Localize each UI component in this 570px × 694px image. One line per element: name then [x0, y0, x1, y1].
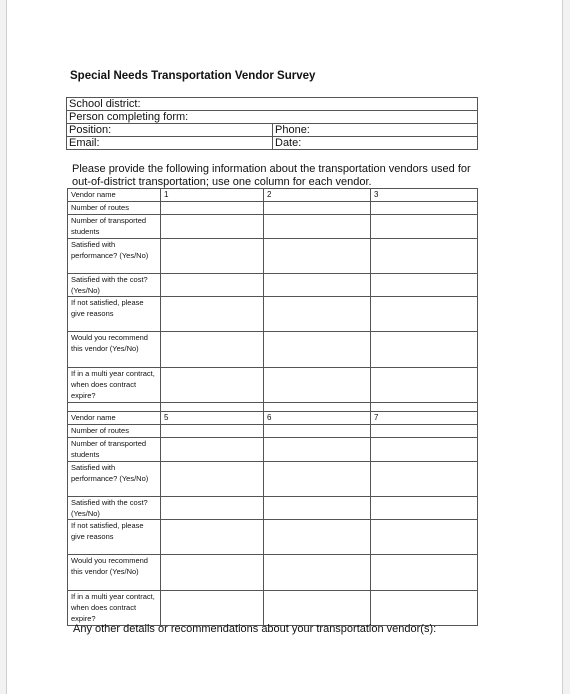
- table-cell[interactable]: [371, 215, 478, 239]
- row-label: If in a multi year contract, when does contract expire?: [68, 591, 161, 626]
- email-field[interactable]: Email:: [67, 137, 273, 150]
- table-cell[interactable]: [161, 274, 264, 297]
- table-cell[interactable]: [161, 368, 264, 403]
- table-cell[interactable]: [161, 555, 264, 591]
- row-label: Satisfied with the cost? (Yes/No): [68, 274, 161, 297]
- position-field[interactable]: Position:: [67, 124, 273, 137]
- table-cell[interactable]: [371, 239, 478, 274]
- row-label: Satisfied with performance? (Yes/No): [68, 462, 161, 497]
- table-cell[interactable]: [264, 555, 371, 591]
- table-cell[interactable]: [264, 297, 371, 332]
- row-label: If in a multi year contract, when does contract expire?: [68, 368, 161, 403]
- table-cell[interactable]: [264, 462, 371, 497]
- vendor-table-1: [67, 188, 478, 412]
- table-cell[interactable]: [371, 591, 478, 626]
- contact-info-table: [66, 97, 478, 150]
- vendor-column-header: 5: [161, 412, 264, 425]
- table-cell[interactable]: [161, 332, 264, 368]
- date-field[interactable]: Date:: [273, 137, 478, 150]
- table-cell[interactable]: [161, 462, 264, 497]
- table-cell[interactable]: [264, 215, 371, 239]
- table-cell[interactable]: [161, 520, 264, 555]
- table-cell[interactable]: [264, 368, 371, 403]
- table-cell[interactable]: [371, 438, 478, 462]
- table-cell[interactable]: [264, 497, 371, 520]
- table-cell[interactable]: [371, 425, 478, 438]
- table-cell[interactable]: [161, 497, 264, 520]
- table-cell[interactable]: [371, 555, 478, 591]
- vendor-name-label: Vendor name: [68, 412, 161, 425]
- row-label: Satisfied with the cost? (Yes/No): [68, 497, 161, 520]
- table-cell[interactable]: [161, 215, 264, 239]
- row-label: Would you recommend this vendor (Yes/No): [68, 332, 161, 368]
- additional-details-prompt: Any other details or recommendations about your transportation vendor(s):: [73, 623, 437, 635]
- table-cell[interactable]: [161, 202, 264, 215]
- vendor-column-header: 3: [371, 189, 478, 202]
- vendor-table-2: [67, 411, 478, 626]
- vendor-name-label: Vendor name: [68, 189, 161, 202]
- vendor-column-header: 6: [264, 412, 371, 425]
- document-title: Special Needs Transportation Vendor Survey: [70, 70, 316, 82]
- row-label: Number of transported students: [68, 438, 161, 462]
- person-completing-field[interactable]: Person completing form:: [67, 111, 478, 124]
- table-cell[interactable]: [264, 239, 371, 274]
- table-cell[interactable]: [371, 274, 478, 297]
- row-label: Satisfied with performance? (Yes/No): [68, 239, 161, 274]
- table-cell[interactable]: [161, 438, 264, 462]
- vendor-column-header: 2: [264, 189, 371, 202]
- row-label: If not satisfied, please give reasons: [68, 297, 161, 332]
- table-cell[interactable]: [371, 462, 478, 497]
- row-label: Number of transported students: [68, 215, 161, 239]
- table-cell[interactable]: [371, 202, 478, 215]
- table-cell[interactable]: [264, 438, 371, 462]
- table-cell[interactable]: [161, 591, 264, 626]
- vendor-column-header: 7: [371, 412, 478, 425]
- table-cell[interactable]: [161, 239, 264, 274]
- table-cell[interactable]: [371, 497, 478, 520]
- school-district-field[interactable]: School district:: [67, 98, 478, 111]
- table-cell[interactable]: [371, 332, 478, 368]
- row-label: Number of routes: [68, 425, 161, 438]
- table-cell[interactable]: [371, 297, 478, 332]
- table-cell[interactable]: [264, 274, 371, 297]
- table-cell[interactable]: [371, 368, 478, 403]
- table-cell[interactable]: [264, 425, 371, 438]
- vendor-column-header: 1: [161, 189, 264, 202]
- table-cell[interactable]: [264, 520, 371, 555]
- phone-field[interactable]: Phone:: [273, 124, 478, 137]
- row-label: Number of routes: [68, 202, 161, 215]
- table-cell[interactable]: [264, 591, 371, 626]
- table-cell[interactable]: [161, 297, 264, 332]
- row-label: If not satisfied, please give reasons: [68, 520, 161, 555]
- table-cell[interactable]: [371, 520, 478, 555]
- table-cell[interactable]: [264, 202, 371, 215]
- instructions-text: Please provide the following information about the transportation vendors used for out-of-district transportation; use one column for each vendor.: [72, 163, 471, 188]
- table-cell[interactable]: [161, 425, 264, 438]
- row-label: Would you recommend this vendor (Yes/No): [68, 555, 161, 591]
- table-cell[interactable]: [264, 332, 371, 368]
